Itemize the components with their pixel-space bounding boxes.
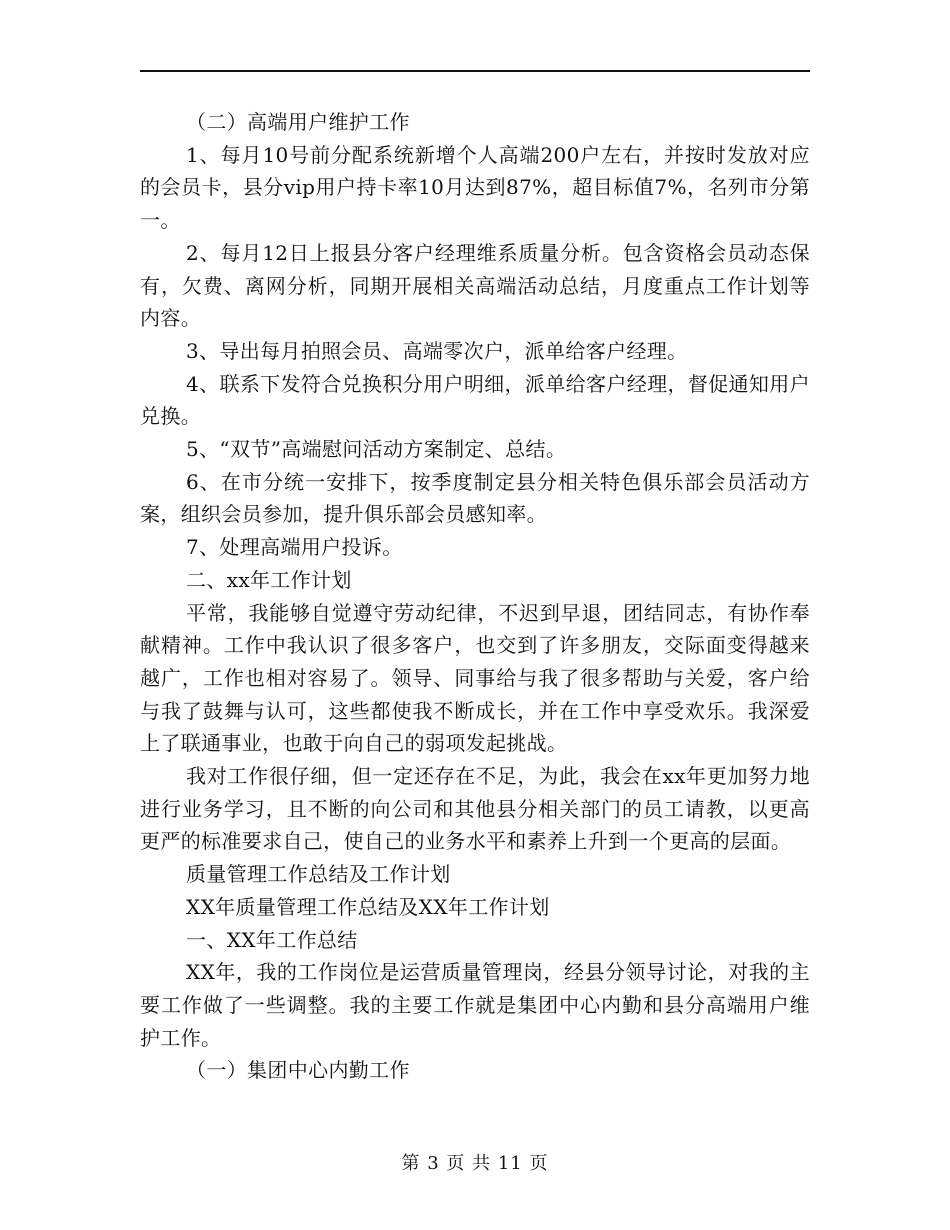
list-item: 7、处理高端用户投诉。 bbox=[186, 535, 403, 560]
document-title: 质量管理工作总结及工作计划 bbox=[186, 862, 451, 887]
list-item: 4、联系下发符合兑换积分用户明细，派单给客户经理，督促通知用户兑换。 bbox=[140, 371, 810, 429]
section-heading-group-center: （一）集团中心内勤工作 bbox=[186, 1058, 410, 1083]
header-rule bbox=[140, 70, 810, 72]
section-heading-work-plan: 二、xx年工作计划 bbox=[186, 567, 352, 592]
list-item: 3、导出每月拍照会员、高端零次户，派单给客户经理。 bbox=[186, 338, 688, 363]
list-item: 5、“双节”高端慰问活动方案制定、总结。 bbox=[186, 437, 567, 462]
page-number: 第 3 页 共 11 页 bbox=[401, 1153, 549, 1174]
list-item: 1、每月10号前分配系统新增个人高端200户左右，并按时发放对应的会员卡，县分vip用户持卡率10月达到87%，超目标值7%，名列市分第一。 bbox=[140, 142, 810, 233]
section-heading-summary: 一、XX年工作总结 bbox=[186, 927, 358, 952]
list-item: 6、在市分统一安排下，按季度制定县分相关特色俱乐部会员活动方案，组织会员参加，提升俱乐部会员感知率。 bbox=[140, 469, 810, 527]
section-heading-high-end: （二）高端用户维护工作 bbox=[186, 110, 410, 134]
body-paragraph: 我对工作很仔细，但一定还存在不足，为此，我会在xx年更加努力地进行业务学习，且不断的向公司和其他县分相关部门的员工请教，以更高更严的标准要求自己，使自己的业务水平和素养上升到一个更高的层面。 bbox=[140, 764, 810, 854]
body-paragraph: XX年，我的工作岗位是运营质量管理岗，经县分领导讨论，对我的主要工作做了一些调整。我的主要工作就是集团中心内勤和县分高端用户维护工作。 bbox=[140, 960, 810, 1050]
document-body bbox=[140, 106, 810, 1087]
list-item: 2、每月12日上报县分客户经理维系质量分析。包含资格会员动态保有，欠费、离网分析，同期开展相关高端活动总结，月度重点工作计划等内容。 bbox=[140, 240, 810, 331]
body-paragraph: 平常，我能够自觉遵守劳动纪律，不迟到早退，团结同志，有协作奉献精神。工作中我认识了很多客户，也交到了许多朋友，交际面变得越来越广，工作也相对容易了。领导、同事给与我了很多帮助与关爱，客户给与我了鼓舞与认可，这些都使我不断成长，并在工作中享受欢乐。我深爱上了联通事业，也敢于向自己的弱项发起挑战。 bbox=[140, 600, 810, 756]
document-subtitle: XX年质量管理工作总结及XX年工作计划 bbox=[186, 894, 550, 919]
